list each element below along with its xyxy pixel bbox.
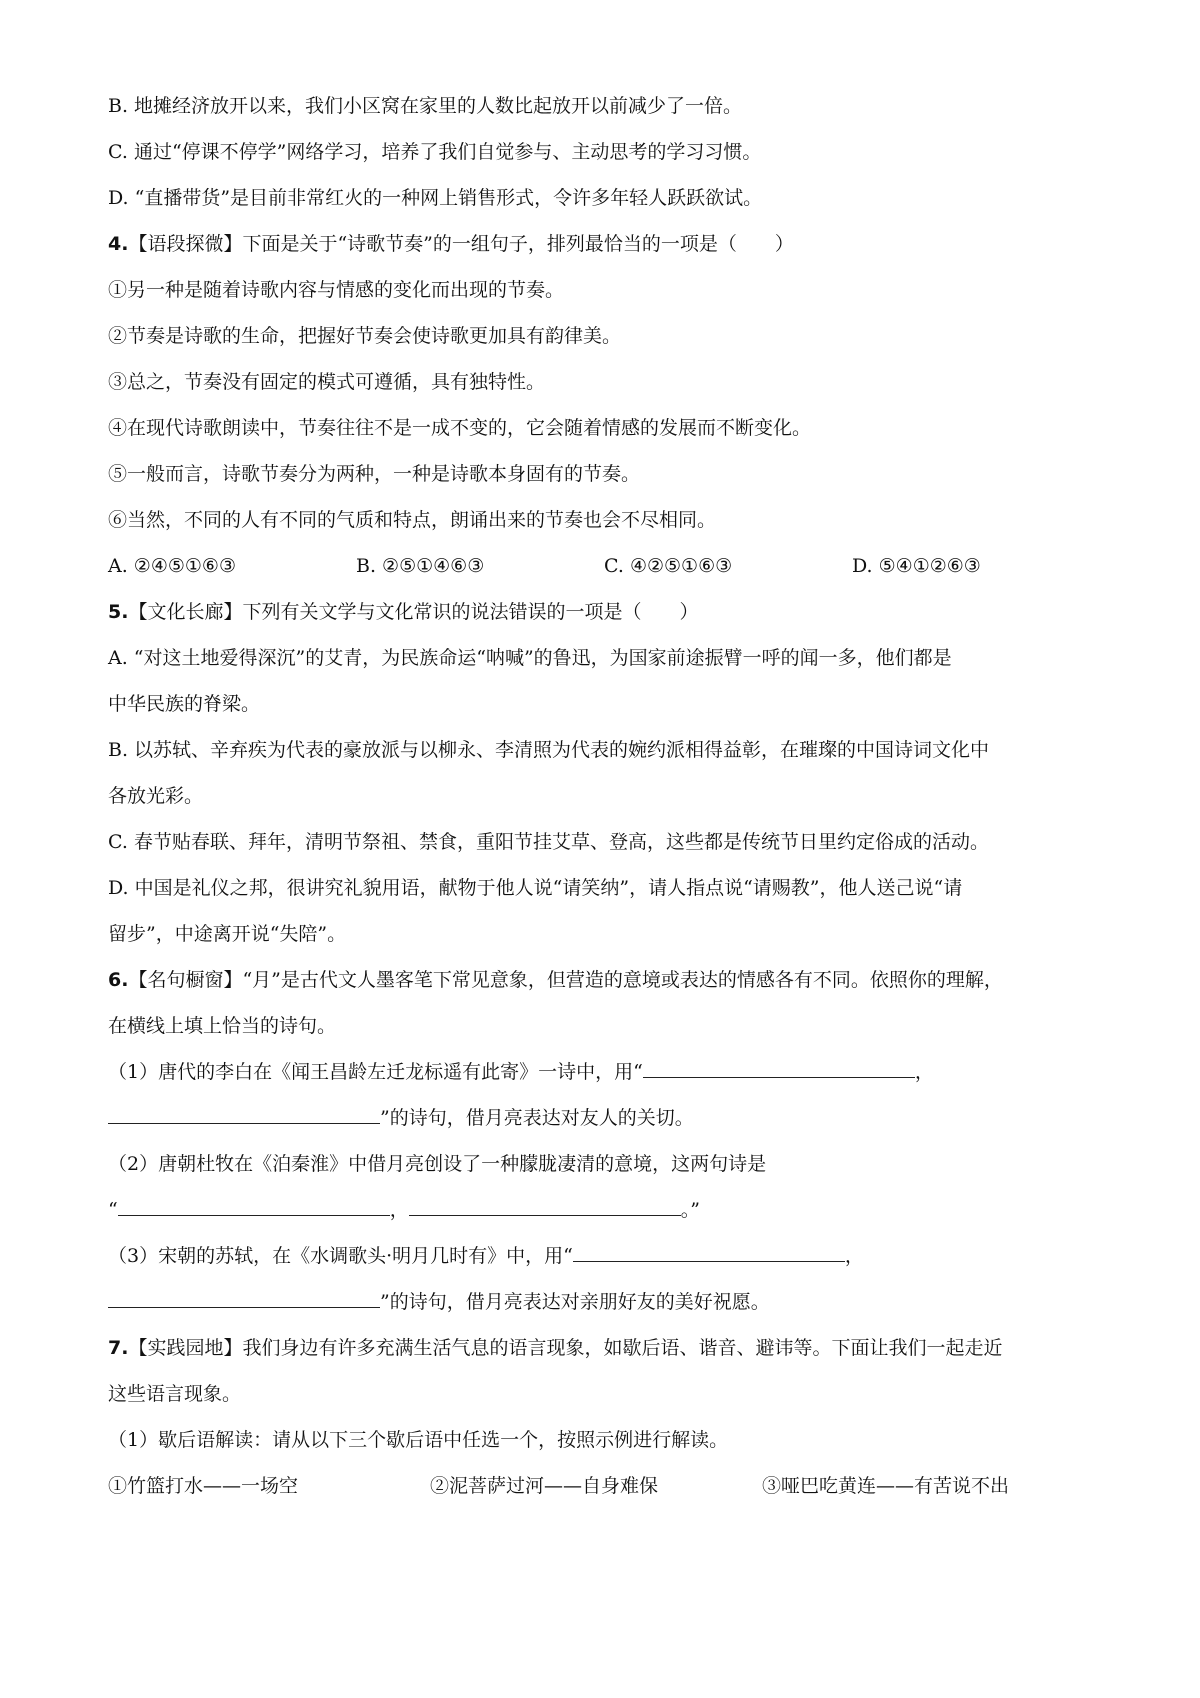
q7-stem: 【实践园地】我们身边有许多充满生活气息的语言现象，如歇后语、谐音、避讳等。下面让我们一起走近 xyxy=(128,1337,1003,1359)
q6-part3-tail: ”的诗句，借月亮表达对亲朋好友的美好祝愿。 xyxy=(380,1291,770,1313)
q4-sentence-1: ①另一种是随着诗歌内容与情感的变化而出现的节奏。 xyxy=(108,279,565,301)
q5-option-a-line2: 中华民族的脊梁。 xyxy=(108,693,261,715)
q6-part2-line2 xyxy=(108,1197,1108,1223)
q4-stem: 【语段探微】下面是关于“诗歌节奏”的一组句子，排列最恰当的一项是（ ） xyxy=(128,233,794,255)
q4-sentence-4: ④在现代诗歌朗读中，节奏往往不是一成不变的，它会随着情感的发展而不断变化。 xyxy=(108,417,812,439)
q5-number: 5. xyxy=(108,601,129,623)
q7-example-2: ②泥菩萨过河——自身难保 xyxy=(430,1475,659,1497)
q6-part2-line1: （2）唐朝杜牧在《泊秦淮》中借月亮创设了一种朦胧凄清的意境，这两句诗是 xyxy=(108,1153,767,1175)
q4-option-b: B. ②⑤①④⑥③ xyxy=(356,555,485,577)
q4-sentence-2: ②节奏是诗歌的生命，把握好节奏会使诗歌更加具有韵律美。 xyxy=(108,325,622,347)
q6-blank-5[interactable] xyxy=(573,1243,845,1262)
q6-part1-tail: ”的诗句，借月亮表达对友人的关切。 xyxy=(380,1107,694,1129)
q4-stem-line xyxy=(108,231,1108,257)
q6-blank-1[interactable] xyxy=(643,1059,915,1078)
q6-blank-3[interactable] xyxy=(118,1197,390,1216)
q3-option-b: B. 地摊经济放开以来，我们小区窝在家里的人数比起放开以前减少了一倍。 xyxy=(108,95,743,117)
q5-stem: 【文化长廊】下列有关文学与文化常识的说法错误的一项是（ ） xyxy=(128,601,699,623)
q5-option-d-line2: 留步”，中途离开说“失陪”。 xyxy=(108,923,347,945)
q6-part2-open-quote: “ xyxy=(108,1199,118,1221)
q4-sentence-5: ⑤一般而言，诗歌节奏分为两种，一种是诗歌本身固有的节奏。 xyxy=(108,463,641,485)
q6-part1-line2 xyxy=(108,1105,1108,1131)
q7-example-1: ①竹篮打水——一场空 xyxy=(108,1475,299,1497)
q3-option-c: C. 通过“停课不停学”网络学习，培养了我们自觉参与、主动思考的学习习惯。 xyxy=(108,141,762,163)
q5-option-b-line2: 各放光彩。 xyxy=(108,785,204,807)
q7-example-3: ③哑巴吃黄连——有苦说不出 xyxy=(762,1475,1010,1497)
q6-part2-comma: ， xyxy=(389,1199,409,1221)
q5-option-b-line1: B. 以苏轼、辛弃疾为代表的豪放派与以柳永、李清照为代表的婉约派相得益彰，在璀璨的中国诗词文化中 xyxy=(108,739,990,761)
q6-blank-4[interactable] xyxy=(409,1197,681,1216)
q7-number: 7. xyxy=(108,1337,129,1359)
q6-stem-line1 xyxy=(108,967,1108,993)
q6-stem-line2: 在横线上填上恰当的诗句。 xyxy=(108,1015,337,1037)
q7-stem-line2: 这些语言现象。 xyxy=(108,1383,242,1405)
q5-stem-line xyxy=(108,599,1108,625)
q4-option-d: D. ⑤④①②⑥③ xyxy=(852,555,981,577)
q6-part3-line2 xyxy=(108,1289,1108,1315)
q7-part1: （1）歇后语解读：请从以下三个歇后语中任选一个，按照示例进行解读。 xyxy=(108,1429,729,1451)
q6-number: 6. xyxy=(108,969,129,991)
q3-option-d: D. “直播带货”是目前非常红火的一种网上销售形式，令许多年轻人跃跃欲试。 xyxy=(108,187,763,209)
q4-option-a: A. ②④⑤①⑥③ xyxy=(108,555,236,577)
q6-blank-6[interactable] xyxy=(108,1289,380,1308)
q6-part3-line1 xyxy=(108,1243,1108,1269)
q6-part1-text: （1）唐代的李白在《闻王昌龄左迁龙标遥有此寄》一诗中，用“ xyxy=(108,1061,643,1083)
q6-part1-line1 xyxy=(108,1059,1108,1085)
q6-part2-close: 。” xyxy=(680,1199,700,1221)
q4-sentence-6: ⑥当然，不同的人有不同的气质和特点，朗诵出来的节奏也会不尽相同。 xyxy=(108,509,717,531)
q5-option-a-line1: A. “对这土地爱得深沉”的艾青，为民族命运“呐喊”的鲁迅，为国家前途振臂一呼的闻一多，他们都是 xyxy=(108,647,952,669)
q6-stem: 【名句橱窗】“月”是古代文人墨客笔下常见意象，但营造的意境或表达的情感各有不同。依照你的理解， xyxy=(128,969,1003,991)
q5-option-d-line1: D. 中国是礼仪之邦，很讲究礼貌用语，献物于他人说“请笑纳”，请人指点说“请赐教”，他人送己说“请 xyxy=(108,877,963,899)
q5-option-c: C. 春节贴春联、拜年，清明节祭祖、禁食，重阳节挂艾草、登高，这些都是传统节日里约定俗成的活动。 xyxy=(108,831,989,853)
q6-part1-comma: ， xyxy=(914,1061,934,1083)
q4-option-c: C. ④②⑤①⑥③ xyxy=(604,555,733,577)
q6-part3-comma: ， xyxy=(844,1245,864,1267)
q4-sentence-3: ③总之，节奏没有固定的模式可遵循，具有独特性。 xyxy=(108,371,546,393)
q4-number: 4. xyxy=(108,233,129,255)
q6-blank-2[interactable] xyxy=(108,1105,380,1124)
q6-part3-text: （3）宋朝的苏轼，在《水调歌头·明月几时有》中，用“ xyxy=(108,1245,573,1267)
q7-stem-line1 xyxy=(108,1335,1108,1361)
